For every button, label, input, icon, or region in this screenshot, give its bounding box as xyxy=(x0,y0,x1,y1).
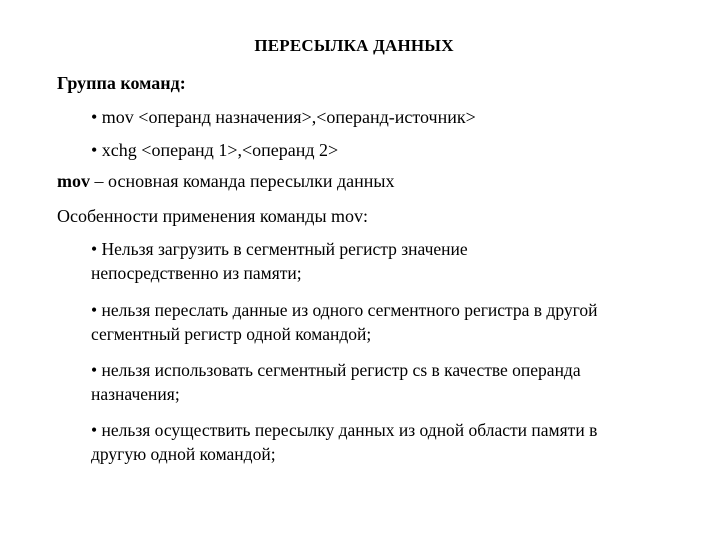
page-title xyxy=(0,36,720,56)
mov-keyword: mov xyxy=(57,171,90,191)
command-xchg: • xchg <операнд 1>,<операнд 2> xyxy=(91,140,339,160)
rule-item-1: • Нельзя загрузить в сегментный регистр значение непосредственно из памяти; xyxy=(91,239,468,283)
rule-item-3: • нельзя использовать сегментный регистр cs в качестве операнда назначения; xyxy=(91,360,581,404)
mov-note xyxy=(57,170,395,192)
group-heading: Группа команд: xyxy=(57,73,186,93)
rule-item-2: • нельзя переслать данные из одного сегментного регистра в другой сегментный регистр одной командой; xyxy=(91,300,598,344)
command-mov: • mov <операнд назначения>,<операнд-источник> xyxy=(91,107,476,127)
features-heading: Особенности применения команды mov: xyxy=(57,206,369,226)
page-title-text: ПЕРЕСЫЛКА ДАННЫХ xyxy=(254,36,454,55)
mov-note-text: – основная команда пересылки данных xyxy=(90,171,395,191)
rule-item-4: • нельзя осуществить пересылку данных из одной области памяти в другую одной командой; xyxy=(91,420,598,464)
